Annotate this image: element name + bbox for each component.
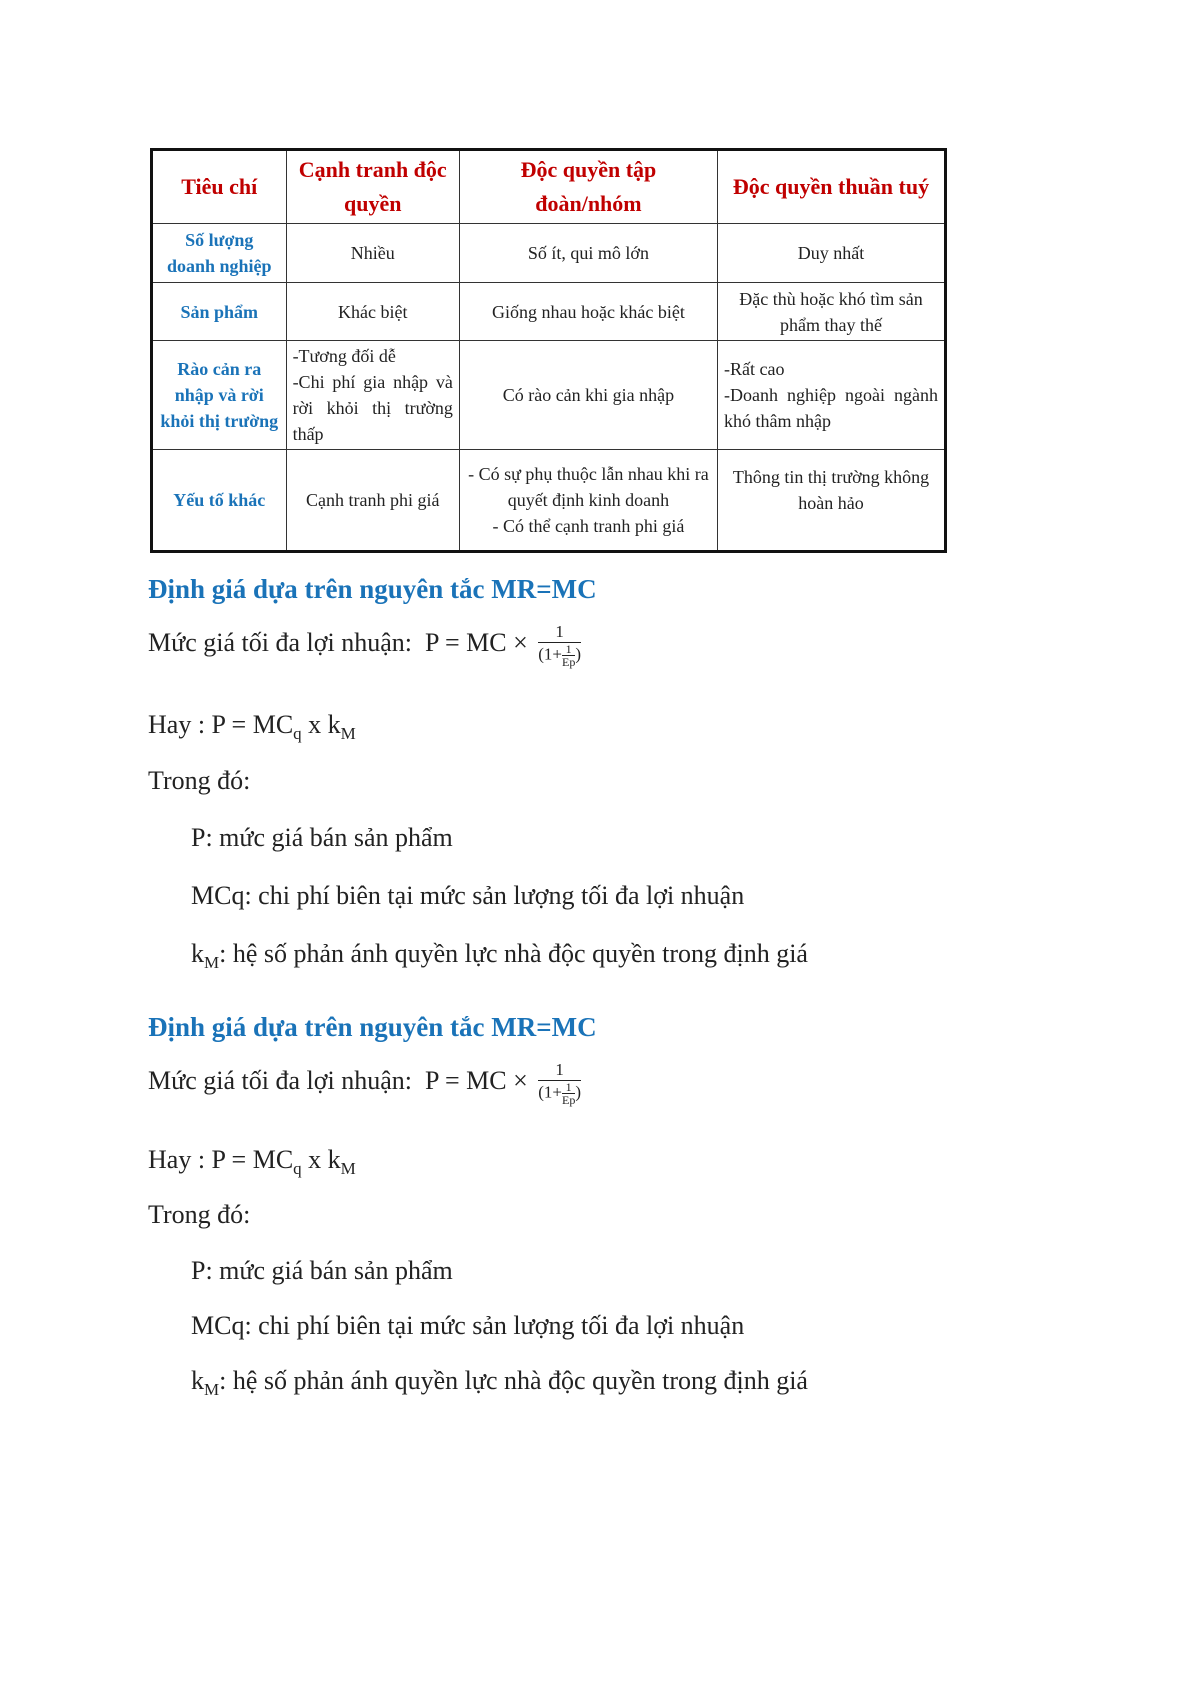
table-cell <box>717 341 945 450</box>
table-row <box>152 283 946 341</box>
table-header-row <box>152 150 946 224</box>
hay-mid: x k <box>301 710 341 739</box>
formula-line <box>148 622 581 668</box>
inner-den: Ep <box>562 655 576 669</box>
definition-mcq: MCq: chi phí biên tại mức sản lượng tối đa lợi nhuận <box>191 1311 745 1340</box>
formula-line <box>148 1060 581 1106</box>
km-text: : hệ số phản ánh quyền lực nhà độc quyền trong định giá <box>219 1366 808 1395</box>
trong-do-label: Trong đó: <box>148 1200 251 1229</box>
definition-km <box>191 1366 808 1400</box>
km-sub: M <box>204 953 220 973</box>
cell-line: - Có thể cạnh tranh phi giá <box>492 516 685 536</box>
table-cell <box>286 341 459 450</box>
km-k: k <box>191 1366 204 1395</box>
section-heading: Định giá dựa trên nguyên tắc MR=MC <box>148 1012 597 1042</box>
header-cell: Cạnh tranh độc quyền <box>286 150 459 224</box>
formula-fraction <box>538 622 581 668</box>
inner-num: 1 <box>562 1081 575 1094</box>
formula-lhs: P = MC × <box>424 1065 528 1095</box>
table-cell: Khác biệt <box>286 283 459 341</box>
hay-pre: Hay : P = MC <box>148 710 294 739</box>
den-post: ) <box>575 1082 582 1102</box>
cell-line: -Chi phí gia nhập và rời khỏi thị trường thấp <box>292 372 453 444</box>
hay-formula <box>148 710 356 744</box>
inner-den: Ep <box>562 1093 576 1107</box>
table-cell: Duy nhất <box>717 224 945 283</box>
cell-line: - Có sự phụ thuộc lẫn nhau khi ra quyết định kinh doanh <box>468 464 709 510</box>
definition-mcq: MCq: chi phí biên tại mức sản lượng tối đa lợi nhuận <box>191 881 745 910</box>
inner-fraction <box>562 643 575 668</box>
criterion-cell: Rào cản ra nhập và rời khỏi thị trường <box>152 341 287 450</box>
hay-pre: Hay : P = MC <box>148 1145 294 1174</box>
sub-q: q <box>293 724 302 744</box>
fraction-denominator <box>538 643 581 668</box>
formula-fraction <box>538 1060 581 1106</box>
formula-label: Mức giá tối đa lợi nhuận: <box>148 627 412 657</box>
fraction-numerator: 1 <box>538 1060 581 1081</box>
definition-p: P: mức giá bán sản phẩm <box>191 1256 453 1285</box>
criterion-cell: Số lượng doanh nghiệp <box>152 224 287 283</box>
table-cell: Giống nhau hoặc khác biệt <box>459 283 717 341</box>
table-cell: Đặc thù hoặc khó tìm sản phẩm thay thế <box>717 283 945 341</box>
formula-label: Mức giá tối đa lợi nhuận: <box>148 1065 412 1095</box>
formula-lhs: P = MC × <box>424 627 528 657</box>
table-row <box>152 450 946 552</box>
table-cell: Thông tin thị trường không hoàn hảo <box>717 450 945 552</box>
table-cell: Có rào cản khi gia nhập <box>459 341 717 450</box>
hay-mid: x k <box>301 1145 341 1174</box>
definition-p: P: mức giá bán sản phẩm <box>191 823 453 852</box>
fraction-denominator <box>538 1081 581 1106</box>
sub-q: q <box>293 1159 302 1179</box>
inner-num: 1 <box>562 643 575 656</box>
market-structure-table <box>150 148 947 553</box>
header-cell: Tiêu chí <box>152 150 287 224</box>
table-row <box>152 341 946 450</box>
criterion-cell: Yếu tố khác <box>152 450 287 552</box>
cell-line: -Doanh nghiệp ngoài ngành khó thâm nhập <box>723 385 938 431</box>
table-cell: Số ít, qui mô lớn <box>459 224 717 283</box>
sub-m: M <box>340 1159 356 1179</box>
table-cell: Nhiều <box>286 224 459 283</box>
den-pre: (1+ <box>538 644 562 664</box>
header-cell: Độc quyền thuần tuý <box>717 150 945 224</box>
header-cell: Độc quyền tập đoàn/nhóm <box>459 150 717 224</box>
cell-line: -Rất cao <box>723 359 785 379</box>
cell-line: -Tương đối dễ <box>292 346 396 366</box>
den-pre: (1+ <box>538 1082 562 1102</box>
table-cell <box>459 450 717 552</box>
den-post: ) <box>575 644 582 664</box>
criterion-cell: Sản phẩm <box>152 283 287 341</box>
km-text: : hệ số phản ánh quyền lực nhà độc quyền trong định giá <box>219 939 808 968</box>
section-heading: Định giá dựa trên nguyên tắc MR=MC <box>148 574 597 604</box>
km-sub: M <box>204 1380 220 1400</box>
trong-do-label: Trong đó: <box>148 766 251 795</box>
sub-m: M <box>340 724 356 744</box>
inner-fraction <box>562 1081 575 1106</box>
km-k: k <box>191 939 204 968</box>
table-row <box>152 224 946 283</box>
table-cell: Cạnh tranh phi giá <box>286 450 459 552</box>
fraction-numerator: 1 <box>538 622 581 643</box>
definition-km <box>191 939 808 973</box>
hay-formula <box>148 1145 356 1179</box>
